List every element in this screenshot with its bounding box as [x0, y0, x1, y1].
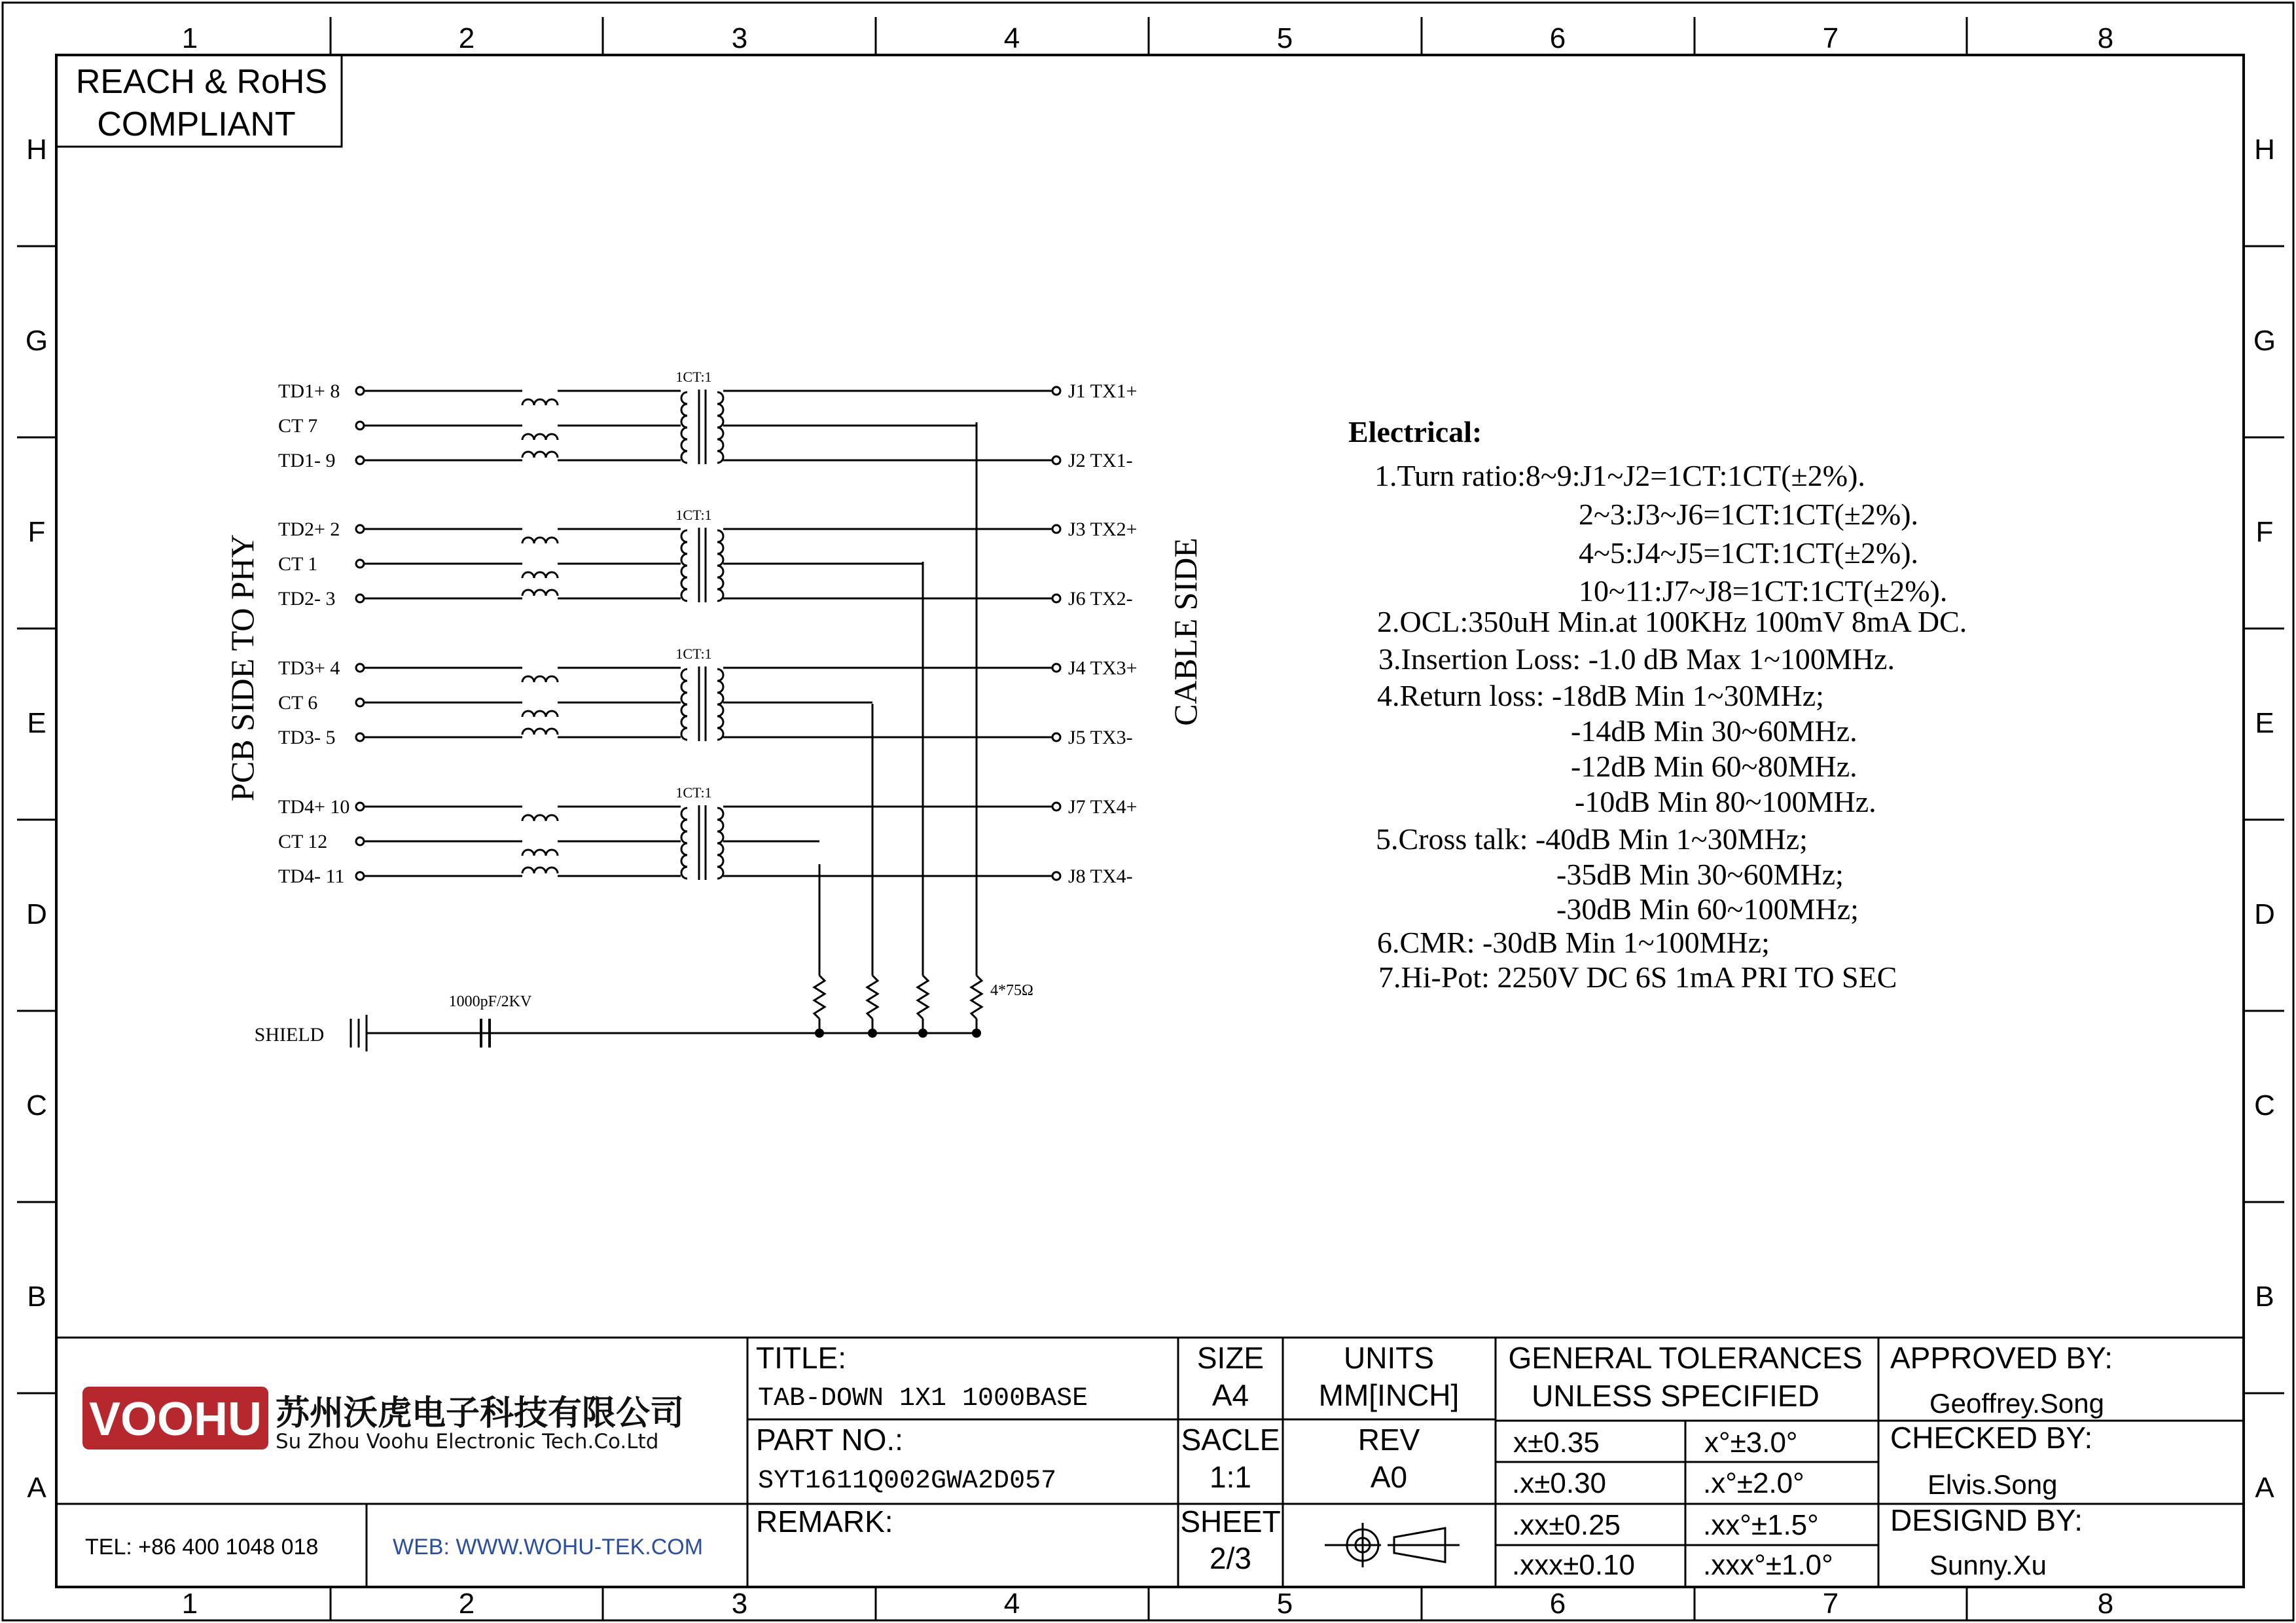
spec-line: -14dB Min 30~60MHz. [1571, 714, 1857, 748]
pin-terminal [356, 594, 364, 602]
resistor-2 [867, 976, 878, 1019]
title-label: TITLE: [756, 1341, 847, 1375]
pin-terminal [356, 699, 364, 706]
junction-dot [972, 1029, 981, 1038]
pin-terminal [356, 456, 364, 464]
resistor-1 [814, 976, 825, 1019]
row-label-right: A [2255, 1472, 2274, 1504]
col-label-top: 7 [1822, 22, 1839, 54]
transformer-secondary [717, 392, 723, 463]
row-label-right: D [2254, 898, 2275, 930]
tolerance-cell: .xxx°±1.0° [1703, 1549, 1833, 1581]
rev-value: A0 [1370, 1460, 1408, 1494]
choke-coil [522, 399, 558, 405]
channel-2 [278, 507, 1138, 610]
transformer-secondary [717, 530, 723, 601]
pin-label: TD2- 3 [278, 588, 336, 610]
grid-ticks [17, 17, 2284, 1620]
cable-pin-label: J1 TX1+ [1068, 380, 1138, 402]
resistor-4 [971, 976, 982, 1019]
cable-terminal [1052, 803, 1060, 811]
tel-text: TEL: +86 400 1048 018 [85, 1535, 319, 1559]
row-label-left: D [26, 898, 47, 930]
spec-line: 7.Hi-Pot: 2250V DC 6S 1mA PRI TO SEC [1378, 960, 1897, 994]
pin-label: TD4+ 10 [278, 796, 350, 818]
row-label-right: F [2255, 516, 2274, 548]
pin-terminal [356, 664, 364, 672]
pin-terminal [356, 525, 364, 533]
choke-coil [522, 850, 558, 856]
choke-coil [522, 572, 558, 578]
spec-line: 1.Turn ratio:8~9:J1~J2=1CT:1CT(±2%). [1374, 459, 1865, 492]
compliance-box [56, 55, 342, 147]
cable-terminal [1052, 387, 1060, 395]
shield-label: SHIELD [254, 1024, 325, 1046]
spec-line: 3.Insertion Loss: -1.0 dB Max 1~100MHz. [1378, 642, 1895, 676]
ratio-label: 1CT:1 [675, 507, 712, 523]
tolerance-cell: .xxx±0.10 [1512, 1549, 1636, 1581]
pin-terminal [356, 422, 364, 429]
remark-label: REMARK: [756, 1504, 893, 1539]
third-angle-projection-icon [1325, 1523, 1460, 1567]
cable-terminal [1052, 733, 1060, 741]
choke-coil [522, 867, 558, 873]
pin-terminal [356, 387, 364, 395]
compliance-line1: REACH & RoHS [75, 63, 328, 101]
tolerance-cell: .x°±2.0° [1703, 1467, 1804, 1499]
pin-terminal [356, 872, 364, 880]
transformer-primary [681, 392, 687, 463]
row-labels [26, 134, 2276, 1504]
pin-label: CT 12 [278, 831, 328, 852]
spec-line: 6.CMR: -30dB Min 1~100MHz; [1377, 926, 1770, 959]
scale-label: SACLE [1181, 1423, 1280, 1457]
company-logo [82, 1387, 268, 1450]
channel-1 [278, 369, 1138, 471]
transformer-primary [681, 669, 687, 740]
cable-pin-label: J4 TX3+ [1068, 657, 1138, 679]
col-label-bottom: 7 [1822, 1588, 1839, 1620]
col-label-top: 3 [731, 22, 748, 54]
row-label-right: C [2254, 1089, 2275, 1122]
col-label-top: 5 [1276, 22, 1293, 54]
pin-label: TD3- 5 [278, 727, 336, 748]
ratio-label: 1CT:1 [675, 646, 712, 662]
col-label-top: 4 [1003, 22, 1020, 54]
transformer-channels [278, 369, 1138, 887]
pin-terminal [356, 837, 364, 845]
pin-label: TD3+ 4 [278, 657, 340, 679]
spec-line: 4.Return loss: -18dB Min 1~30MHz; [1377, 679, 1824, 712]
col-label-bottom: 3 [731, 1588, 748, 1620]
row-label-left: G [25, 325, 48, 357]
choke-coil [522, 452, 558, 458]
cable-pin-label: J2 TX1- [1068, 450, 1133, 471]
company-name-cn: 苏州沃虎电子科技有限公司 [276, 1394, 685, 1433]
pin-label: TD4- 11 [278, 866, 345, 887]
cable-terminal [1052, 594, 1060, 602]
junction-dot [868, 1029, 877, 1038]
compliance-line2: COMPLIANT [97, 105, 296, 143]
column-labels [182, 22, 2113, 1620]
row-label-left: H [26, 134, 47, 166]
pin-label: CT 1 [278, 553, 318, 575]
pin-label: TD2+ 2 [278, 519, 340, 540]
ratio-label: 1CT:1 [675, 784, 712, 801]
ratio-label: 1CT:1 [675, 369, 712, 385]
cable-pin-label: J8 TX4- [1068, 866, 1133, 887]
company-name-en: Su Zhou Voohu Electronic Tech.Co.Ltd [276, 1430, 659, 1453]
capacitor-label: 1000pF/2KV [448, 993, 532, 1010]
tolerance-title2: UNLESS SPECIFIED [1532, 1379, 1820, 1413]
pin-terminal [356, 803, 364, 811]
spec-line: -30dB Min 60~100MHz; [1556, 892, 1859, 926]
cable-terminal [1052, 525, 1060, 533]
col-label-top: 1 [181, 22, 198, 54]
choke-coil [522, 729, 558, 735]
transformer-secondary [717, 808, 723, 879]
electrical-heading: Electrical: [1348, 415, 1482, 448]
spec-line: 2.OCL:350uH Min.at 100KHz 100mV 8mA DC. [1377, 605, 1967, 638]
tolerance-cell: .xx°±1.5° [1703, 1509, 1819, 1541]
choke-coil [522, 815, 558, 821]
cable-pin-label: J3 TX2+ [1068, 519, 1138, 540]
choke-coil [522, 711, 558, 717]
row-label-left: A [27, 1472, 46, 1504]
cable-pin-label: J7 TX4+ [1068, 796, 1138, 818]
cable-pin-label: J5 TX3- [1068, 727, 1133, 748]
units-label: UNITS [1344, 1341, 1434, 1375]
title-value: TAB-DOWN 1X1 1000BASE [758, 1384, 1088, 1413]
sheet-label: SHEET [1180, 1504, 1281, 1539]
spec-line: 10~11:J7~J8=1CT:1CT(±2%). [1579, 574, 1948, 608]
col-label-top: 8 [2097, 22, 2114, 54]
row-label-left: B [27, 1281, 46, 1313]
choke-coil [522, 676, 558, 682]
rev-label: REV [1357, 1423, 1420, 1457]
tolerance-cell: x±0.35 [1513, 1427, 1600, 1459]
spec-line: 5.Cross talk: -40dB Min 1~30MHz; [1376, 822, 1808, 856]
cable-terminal [1052, 872, 1060, 880]
part-label: PART NO.: [756, 1423, 903, 1457]
spec-line: 4~5:J4~J5=1CT:1CT(±2%). [1579, 536, 1919, 570]
checked-label: CHECKED BY: [1890, 1421, 2093, 1455]
tolerance-cell: .xx±0.25 [1512, 1509, 1621, 1541]
designed-label: DESIGND BY: [1890, 1503, 2083, 1537]
cable-terminal [1052, 664, 1060, 672]
cable-side-label: CABLE SIDE [1167, 538, 1204, 726]
web-text: WEB: WWW.WOHU-TEK.COM [393, 1535, 704, 1559]
choke-coil [522, 434, 558, 440]
row-label-left: E [27, 707, 46, 739]
size-value: A4 [1211, 1378, 1249, 1412]
row-label-right: H [2254, 134, 2275, 166]
choke-coil [522, 590, 558, 596]
pin-label: TD1- 9 [278, 450, 336, 471]
logo-text: VOOHU [88, 1393, 262, 1446]
sheet-value: 2/3 [1210, 1541, 1251, 1575]
channel-3 [278, 646, 1138, 748]
electrical-spec [1348, 415, 1967, 994]
row-label-left: C [26, 1089, 47, 1122]
approved-value: Geoffrey.Song [1929, 1388, 2104, 1419]
resistor-label: 4*75Ω [990, 982, 1033, 999]
resistor-3 [918, 976, 928, 1019]
choke-coil [522, 538, 558, 543]
col-label-bottom: 5 [1276, 1588, 1293, 1620]
cable-terminal [1052, 456, 1060, 464]
spec-line: -35dB Min 30~60MHz; [1556, 858, 1844, 891]
pin-label: CT 7 [278, 415, 318, 437]
scale-value: 1:1 [1210, 1460, 1251, 1494]
designed-value: Sunny.Xu [1929, 1550, 2047, 1580]
pin-label: CT 6 [278, 692, 318, 714]
tolerance-cell: .x±0.30 [1512, 1467, 1607, 1499]
row-label-left: F [27, 516, 46, 548]
cable-pin-label: J6 TX2- [1068, 588, 1133, 610]
spec-line: -10dB Min 80~100MHz. [1575, 785, 1876, 818]
col-label-bottom: 2 [458, 1588, 475, 1620]
channel-4 [278, 784, 1138, 887]
pin-terminal [356, 733, 364, 741]
col-label-bottom: 8 [2097, 1588, 2114, 1620]
col-label-top: 6 [1549, 22, 1566, 54]
units-value: MM[INCH] [1318, 1378, 1460, 1412]
pcb-side-label: PCB SIDE TO PHY [224, 534, 260, 801]
spec-line: -12dB Min 60~80MHz. [1571, 750, 1857, 783]
row-label-right: E [2255, 707, 2274, 739]
transformer-primary [681, 808, 687, 879]
tolerance-title1: GENERAL TOLERANCES [1508, 1341, 1863, 1375]
transformer-secondary [717, 669, 723, 740]
transformer-primary [681, 530, 687, 601]
pin-label: TD1+ 8 [278, 380, 340, 402]
col-label-bottom: 6 [1549, 1588, 1566, 1620]
col-label-bottom: 4 [1003, 1588, 1020, 1620]
checked-value: Elvis.Song [1928, 1469, 2058, 1500]
row-label-right: B [2255, 1281, 2274, 1313]
col-label-top: 2 [458, 22, 475, 54]
junction-dot [918, 1029, 927, 1038]
pin-terminal [356, 560, 364, 568]
tolerance-cell: x°±3.0° [1704, 1427, 1798, 1459]
spec-line: 2~3:J3~J6=1CT:1CT(±2%). [1579, 498, 1919, 531]
size-label: SIZE [1196, 1341, 1265, 1375]
approved-label: APPROVED BY: [1890, 1341, 2113, 1375]
col-label-bottom: 1 [181, 1588, 198, 1620]
row-label-right: G [2253, 325, 2276, 357]
title-block [56, 1338, 2244, 1587]
junction-dot [815, 1029, 824, 1038]
part-value: SYT1611Q002GWA2D057 [758, 1467, 1057, 1496]
